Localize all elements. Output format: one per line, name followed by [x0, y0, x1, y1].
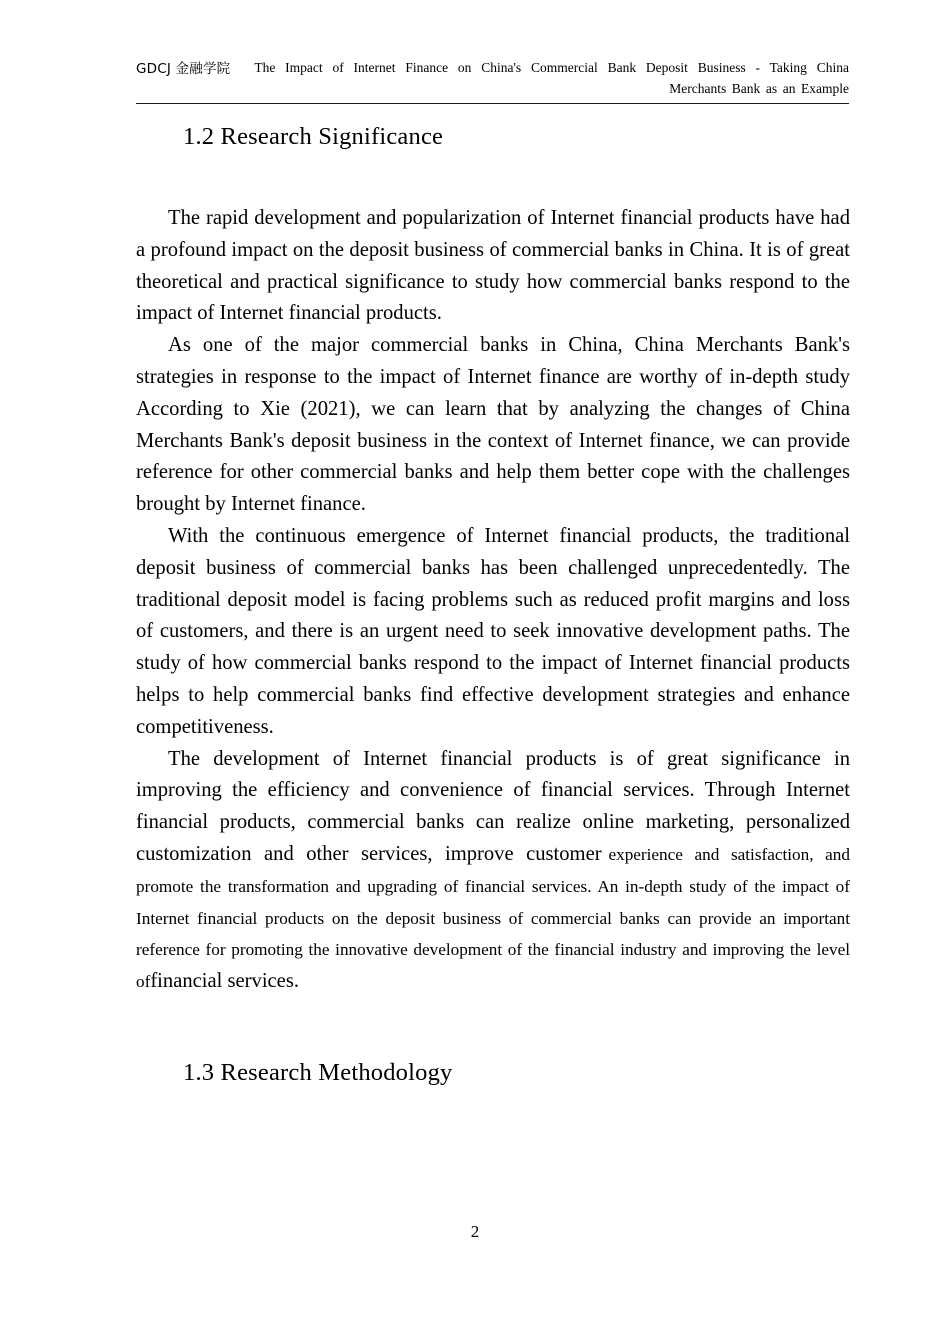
paragraph-1: The rapid development and popularization of Internet financial products have had a profound impact on the deposit business of commercial banks in China. It is of great theoretical and practical significance to study how commercial banks respond to the impact of Internet financial products.	[136, 207, 850, 325]
paragraph-4-segment-large-lead: The development of Internet financial products is of great significance in improving the efficiency and convenience of financial services. Through Internet financial products, commercial banks can realize online marketing, personalized customization and other services, improve customer	[136, 747, 850, 865]
paragraph-3: With the continuous emergence of Internet financial products, the traditional deposit business of commercial banks has been challenged unprecedentedly. The traditional deposit model is facing problems such as reduced profit margins and loss of customers, and there is an urgent need to seek innovative development paths. The study of how commercial banks respond to the impact of Internet financial products helps to help commercial banks find effective development strategies and enhance competitiveness.	[136, 524, 850, 738]
paragraph-2: As one of the major commercial banks in China, China Merchants Bank's strategies in response to the impact of Internet finance are worthy of in-depth study According to Xie (2021), we can learn that by analyzing the changes of China Merchants Bank's deposit business in the context of Internet finance, we can provide reference for other commercial banks and help them better cope with the challenges brought by Internet finance.	[136, 334, 850, 516]
paragraph-4	[136, 744, 850, 998]
body-text-block	[136, 203, 850, 998]
running-header	[136, 58, 849, 104]
page-number: 2	[470, 1222, 480, 1241]
paragraph-4-segment-large-tail: financial services.	[150, 970, 299, 993]
header-document-title: The Impact of Internet Finance on China's Commercial Bank Deposit Business - Taking China Merchants Bank as an Example	[254, 60, 849, 96]
header-organization-label: GDCJ 金融学院	[136, 61, 231, 77]
heading-research-methodology: 1.3 Research Methodology	[183, 1059, 453, 1086]
paragraph-4-segment-small: experience and satisfaction, and promote the transformation and upgrading of financial services. An in-depth study of the impact of Internet financial products on the deposit business of commercial banks can provide an important reference for promoting the innovative development of the financial industry and improving the level of	[136, 844, 850, 992]
heading-research-significance: 1.2 Research Significance	[183, 123, 444, 150]
